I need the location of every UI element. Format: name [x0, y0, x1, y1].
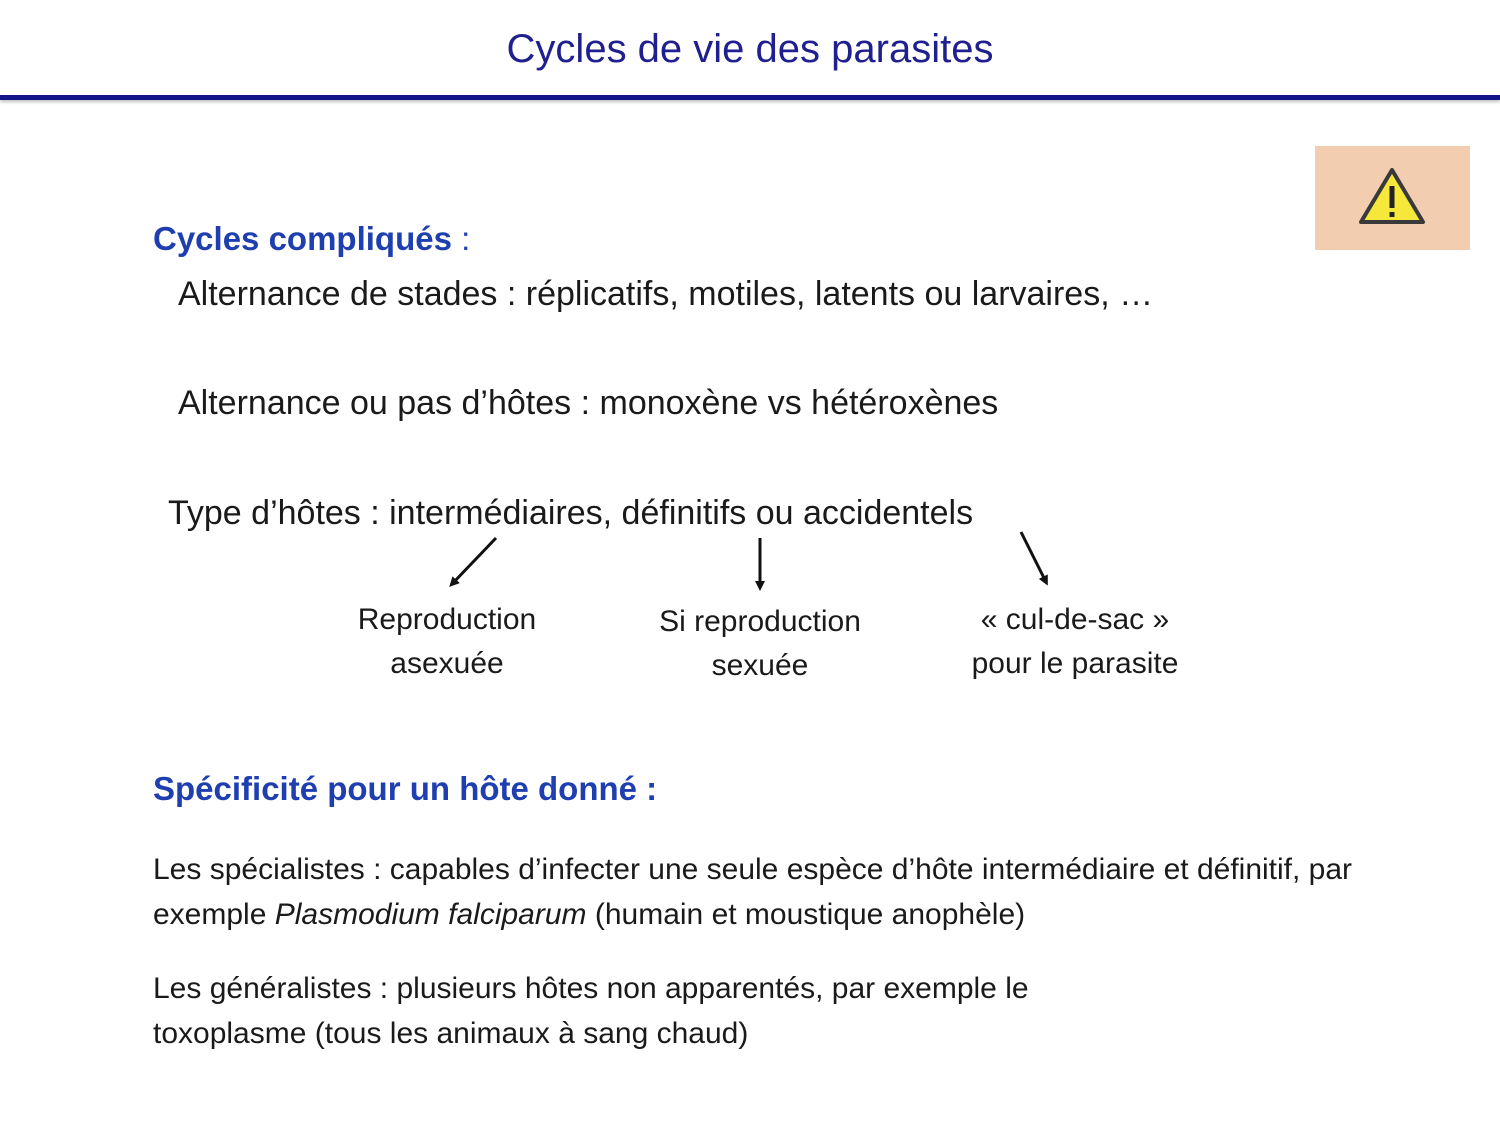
paragraph-specialistes	[153, 847, 1393, 937]
species-name: Plasmodium falciparum	[274, 898, 587, 931]
heading-text: Cycles compliqués	[153, 220, 452, 257]
specialistes-text: Les spécialistes : capables d’infecter une seule espèce d’hôte intermédiaire et définitif, par exemple	[153, 853, 1353, 931]
host-type-definitif	[630, 600, 890, 688]
host-type-intermediaire	[327, 598, 567, 686]
arrow-accidentels	[1021, 532, 1046, 582]
arrow-intermediaires	[452, 538, 496, 584]
host-type-label-line2: asexuée	[390, 647, 504, 680]
host-type-label-line1: « cul-de-sac »	[980, 603, 1170, 636]
point-type-hotes: Type d’hôtes : intermédiaires, définitifs ou accidentels	[168, 494, 974, 532]
specialistes-text-end: (humain et moustique anophèle)	[586, 898, 1026, 931]
point-stades: Alternance de stades : réplicatifs, motiles, latents ou larvaires, …	[178, 275, 1154, 313]
host-type-label-line1: Reproduction	[357, 603, 537, 636]
heading-colon: :	[451, 220, 471, 257]
section-heading-specificite: Spécificité pour un hôte donné :	[153, 770, 658, 807]
point-hotes: Alternance ou pas d’hôtes : monoxène vs hétéroxènes	[178, 384, 999, 422]
host-type-label-line2: sexuée	[711, 649, 809, 682]
host-type-label-line1: Si reproduction	[659, 605, 861, 638]
host-type-label-line2: pour le parasite	[971, 647, 1179, 680]
page-title: Cycles de vie des parasites	[506, 27, 994, 71]
host-type-accidentel	[940, 598, 1210, 686]
paragraph-generalistes: Les généralistes : plusieurs hôtes non apparentés, par exemple le toxoplasme (tous les animaux à sang chaud)	[153, 972, 1029, 1050]
